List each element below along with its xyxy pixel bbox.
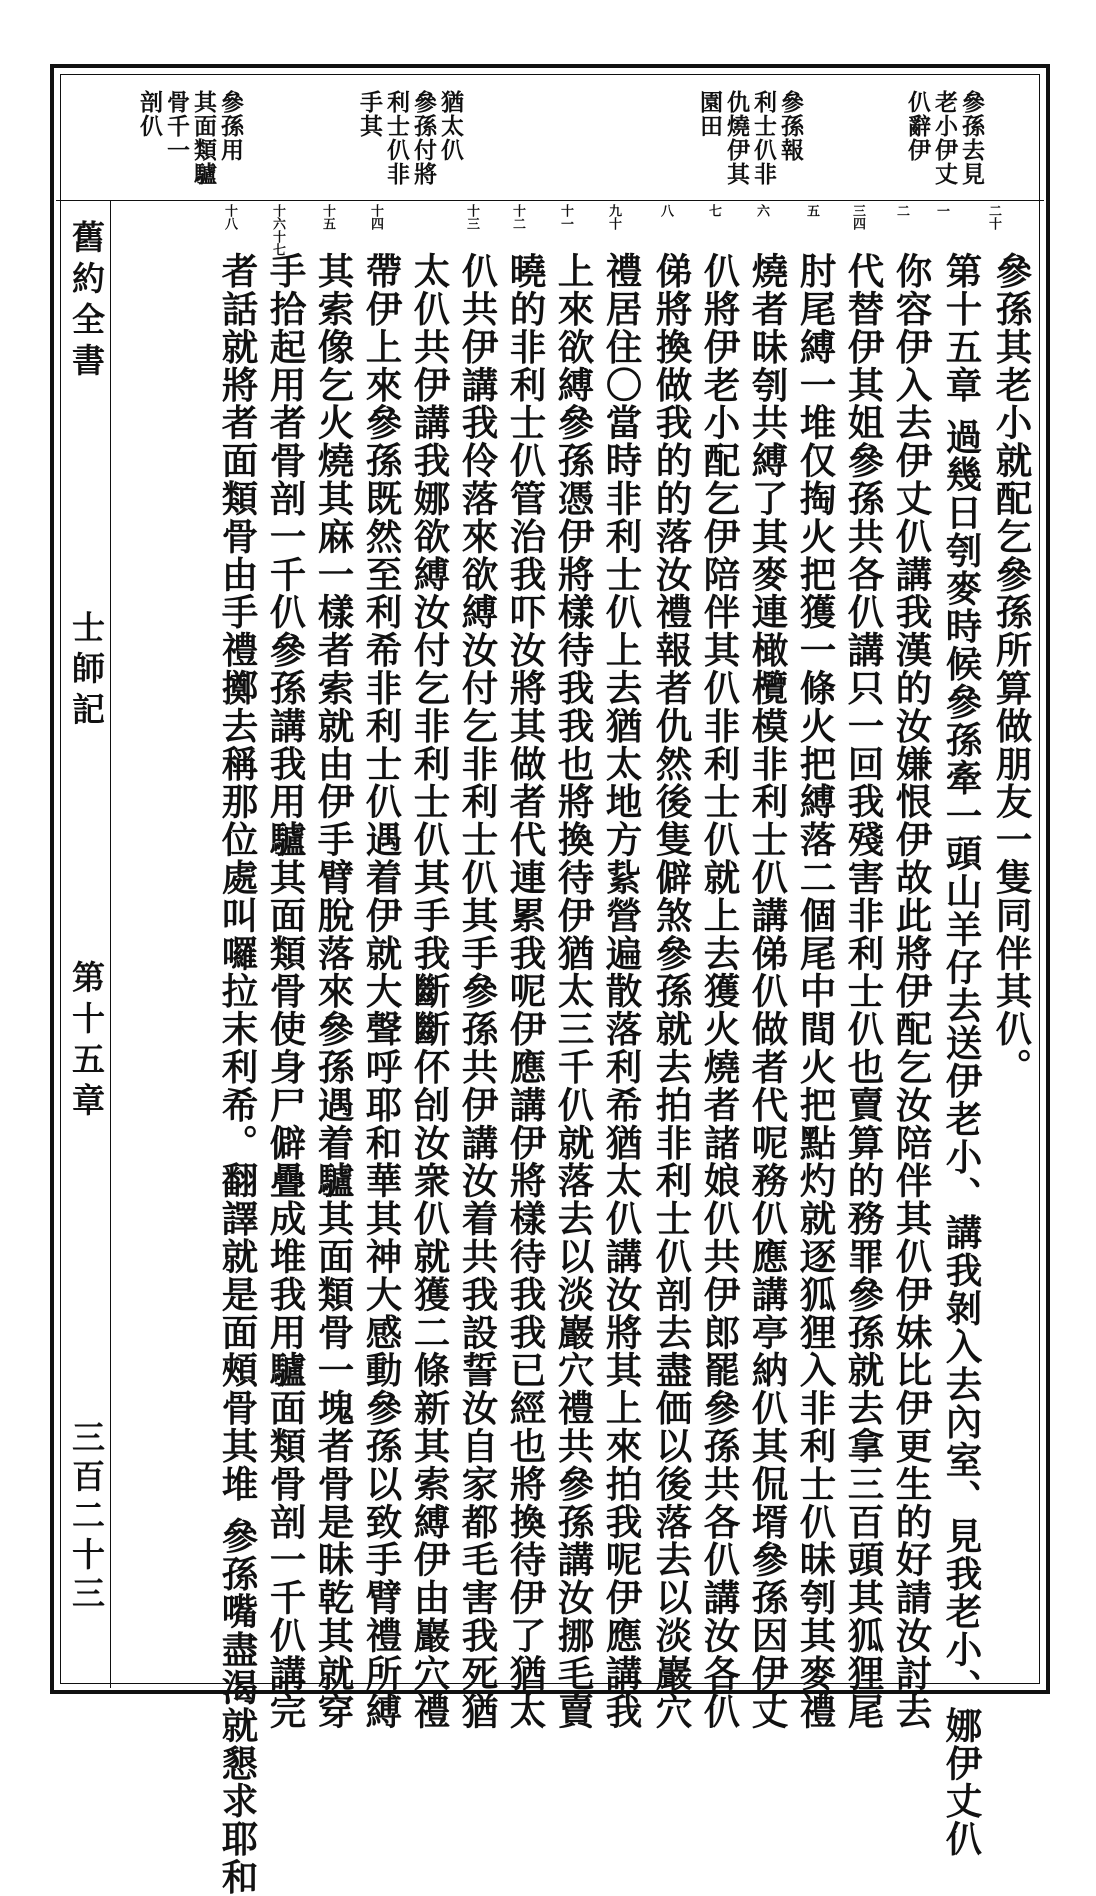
text-column: 第十五章 過幾日刳麥時候參孫牽一頭山羊仔去送伊老小、講我剝入去內室、見我老小、娜伊丈仈: [940, 252, 983, 1858]
book-title: 舊約全書: [67, 220, 106, 384]
text-column: 仈共伊講我伶落來欲縛汝付乞非利士仈其手參孫共伊講汝着共我設誓汝自家都毛害我死猶: [456, 252, 499, 1731]
text-column: 你容伊入去伊丈仈講我漢的汝嫌恨伊故此將伊配乞汝陪伴其仈伊妹比伊更生的好請汝討去: [890, 252, 933, 1731]
text-column: 曉的非利士仈管治我吓汝將其做者代連累我呢伊應講伊將樣待我我已經也將換待伊了猶太: [504, 252, 547, 1731]
line-number: 十四: [368, 204, 383, 230]
line-number: 十八: [222, 204, 237, 230]
note-4: 參孫用 其面類驢 骨千一 剖仈: [136, 90, 244, 186]
text-column: 其索像乞火燒其麻一樣者索就由伊手臂脫落來參孫遇着驢其面類骨一塊者骨是昧乾其就穿: [312, 252, 355, 1731]
text-column: 肘尾縛一堆仅掏火把獲一條火把縛落二個尾中間火把點灼就逐狐狸入非利士仈昧刳其麥禮: [794, 252, 837, 1731]
note-3: 猶太仈 參孫付將 利士仈非 手其: [356, 90, 464, 186]
text-column: 燒者昧刳共縛了其麥連橄欖模非利士仈講俤仈做者代呢務仈應講亭納仈其侃壻參孫因伊丈: [746, 252, 789, 1731]
line-number: 十一: [558, 204, 573, 230]
line-number: 二: [894, 204, 909, 217]
text-column: 代替伊其姐參孫共各仈講只一回我殘害非利士仈也賣算的務罪參孫就去拿三百頭其狐狸尾: [842, 252, 885, 1731]
line-number: 三四: [850, 204, 865, 230]
chapter-title: 士師記: [67, 610, 106, 733]
line-number: 五: [804, 204, 819, 217]
line-number: 九十: [606, 204, 621, 230]
text-column: 禮居住〇當時非利士仈上去猶太地方紥營遍散落利希猶太仈講汝將其上來拍我呢伊應講我: [600, 252, 643, 1731]
text-column: 太仈共伊講我娜欲縛汝付乞非利士仈其手我斷斷伓刣汝衆仈就獲二條新其索縛伊由巖穴禮: [408, 252, 451, 1731]
text-column: 仈將伊老小配乞伊陪伴其仈非利士仈就上去獲火燒者諸娘仈共伊郎罷參孫共各仈講汝各仈: [698, 252, 741, 1731]
line-number: 七: [706, 204, 721, 217]
line-number: 十二: [510, 204, 525, 230]
note-1: 參孫去見 老小伊丈 仈辭伊: [904, 90, 985, 186]
chapter-number: 第十五章: [67, 960, 106, 1124]
text-column: 者話就將者面類骨由手禮擲去稱那位處叫囉拉末利希。翻譯就是面頰骨其堆 參孫嘴盡渴就懇求耶和: [216, 252, 259, 1896]
text-column: 帶伊上來參孫既然至利希非利士仈遇着伊就大聲呼耶和華其神大感動參孫以致手臂禮所縛: [360, 252, 403, 1731]
line-number: 十五: [320, 204, 335, 230]
text-column: 手拾起用者骨剖一千仈參孫講我用驢其面類骨使身尸僻疊成堆我用驢面類骨剖一千仈講完: [264, 252, 307, 1731]
line-number: 二十: [986, 204, 1001, 230]
line-number: 六: [754, 204, 769, 217]
header-notes: [56, 70, 1044, 201]
line-number: 八: [658, 204, 673, 217]
line-number-row: [106, 200, 1044, 256]
page-number: 三百二十三: [67, 1420, 106, 1615]
line-number: 一: [934, 204, 949, 217]
text-column: 俤將換做我的的落汝禮報者仇然後隻僻煞參孫就去拍非利士仈剖去盡価以後落去以淡巖穴: [650, 252, 693, 1731]
text-column: 參孫其老小就配乞參孫所算做朋友一隻同伴其仈。: [990, 252, 1033, 1086]
sidebar: [60, 200, 111, 1688]
main-text: [110, 248, 1040, 1896]
line-number: 十六十七: [270, 204, 285, 256]
text-column: 上來欲縛參孫憑伊將樣待我我也將換待伊猶太三千仈就落去以淡巖穴禮共參孫講汝挪毛賣: [552, 252, 595, 1731]
line-number: 十三: [464, 204, 479, 230]
note-2: 參孫報 利士仈非 仇燒伊其 園田: [696, 90, 804, 186]
